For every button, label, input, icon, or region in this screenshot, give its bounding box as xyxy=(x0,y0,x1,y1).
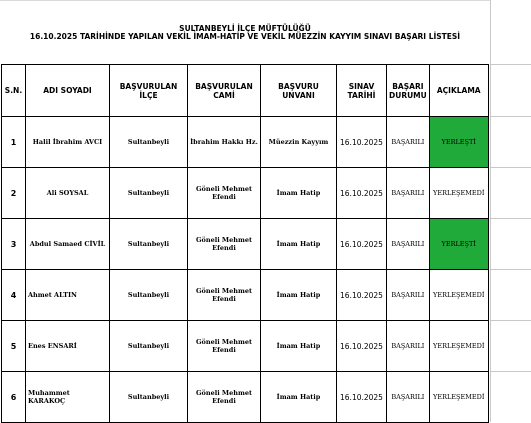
results-table xyxy=(1,64,489,423)
cell-district[interactable]: Sultanbeyli xyxy=(110,219,188,270)
cell-name[interactable]: Ahmet ALTIN xyxy=(26,270,110,321)
table-row xyxy=(2,372,489,423)
sheet-row-gridline xyxy=(490,64,531,65)
table-row xyxy=(2,321,489,372)
cell-mosque[interactable]: Göneli Mehmet Efendi xyxy=(188,270,261,321)
cell-status[interactable]: BAŞARILI xyxy=(387,321,430,372)
cell-note[interactable]: YERLEŞEMEDİ xyxy=(429,168,488,219)
cell-mosque[interactable]: Göneli Mehmet Efendi xyxy=(188,372,261,423)
cell-district[interactable]: Sultanbeyli xyxy=(110,372,188,423)
cell-note[interactable]: YERLEŞEMEDİ xyxy=(429,372,488,423)
cell-mosque[interactable]: Göneli Mehmet Efendi xyxy=(188,168,261,219)
cell-name[interactable]: Halil İbrahim AVCI xyxy=(26,117,110,168)
cell-sn[interactable]: 1 xyxy=(2,117,26,168)
cell-district[interactable]: Sultanbeyli xyxy=(110,168,188,219)
cell-title[interactable]: İmam Hatip xyxy=(261,372,337,423)
cell-date[interactable]: 16.10.2025 xyxy=(337,321,387,372)
cell-sn[interactable]: 2 xyxy=(2,168,26,219)
cell-name[interactable]: Ali SOYSAL xyxy=(26,168,110,219)
document-subtitle: 16.10.2025 TARİHİNDE YAPILAN VEKİL İMAM-HATİP VE VEKİL MÜEZZİN KAYYIM SINAVI BAŞARI LİSTESİ xyxy=(29,32,461,41)
sheet-row-gridline xyxy=(490,320,531,321)
cell-title[interactable]: İmam Hatip xyxy=(261,168,337,219)
sheet-row-gridline xyxy=(490,218,531,219)
cell-district[interactable]: Sultanbeyli xyxy=(110,270,188,321)
col-header-status[interactable]: BAŞARI DURUMU xyxy=(387,65,430,117)
cell-date[interactable]: 16.10.2025 xyxy=(337,219,387,270)
table-row xyxy=(2,219,489,270)
cell-title[interactable]: Müezzin Kayyım xyxy=(261,117,337,168)
cell-date[interactable]: 16.10.2025 xyxy=(337,117,387,168)
cell-sn[interactable]: 6 xyxy=(2,372,26,423)
cell-status[interactable]: BAŞARILI xyxy=(387,219,430,270)
cell-date[interactable]: 16.10.2025 xyxy=(337,270,387,321)
cell-title[interactable]: İmam Hatip xyxy=(261,270,337,321)
document-title: SULTANBEYLİ İLÇE MÜFTÜLÜĞÜ xyxy=(179,24,311,33)
cell-name[interactable]: Muhammet KARAKOÇ xyxy=(26,372,110,423)
cell-date[interactable]: 16.10.2025 xyxy=(337,168,387,219)
table-row xyxy=(2,270,489,321)
sheet-row-gridline xyxy=(490,269,531,270)
col-header-mosque[interactable]: BAŞVURULAN CAMİ xyxy=(188,65,261,117)
cell-note[interactable]: YERLEŞEMEDİ xyxy=(429,321,488,372)
cell-title[interactable]: İmam Hatip xyxy=(261,321,337,372)
table-row xyxy=(2,117,489,168)
sheet-top-gridline xyxy=(0,0,490,1)
col-header-district[interactable]: BAŞVURULAN İLÇE xyxy=(110,65,188,117)
sheet-row-gridline xyxy=(490,167,531,168)
col-header-date[interactable]: SINAV TARİHİ xyxy=(337,65,387,117)
cell-name[interactable]: Abdul Samaed CİVİL xyxy=(26,219,110,270)
cell-mosque[interactable]: Göneli Mehmet Efendi xyxy=(188,219,261,270)
table-row xyxy=(2,168,489,219)
cell-sn[interactable]: 5 xyxy=(2,321,26,372)
cell-status[interactable]: BAŞARILI xyxy=(387,372,430,423)
cell-note[interactable]: YERLEŞTİ xyxy=(429,117,488,168)
col-header-name[interactable]: ADI SOYADI xyxy=(26,65,110,117)
col-header-title[interactable]: BAŞVURU UNVANI xyxy=(261,65,337,117)
cell-mosque[interactable]: İbrahim Hakkı Hz. xyxy=(188,117,261,168)
sheet-row-gridline xyxy=(490,116,531,117)
cell-note[interactable]: YERLEŞEMEDİ xyxy=(429,270,488,321)
cell-mosque[interactable]: Göneli Mehmet Efendi xyxy=(188,321,261,372)
col-header-sn[interactable]: S.N. xyxy=(2,65,26,117)
col-header-note[interactable]: AÇIKLAMA xyxy=(429,65,488,117)
cell-status[interactable]: BAŞARILI xyxy=(387,270,430,321)
cell-district[interactable]: Sultanbeyli xyxy=(110,117,188,168)
cell-title[interactable]: İmam Hatip xyxy=(261,219,337,270)
cell-district[interactable]: Sultanbeyli xyxy=(110,321,188,372)
cell-sn[interactable]: 4 xyxy=(2,270,26,321)
cell-name[interactable]: Enes ENSARİ xyxy=(26,321,110,372)
sheet-row-gridline xyxy=(490,371,531,372)
table-header-row xyxy=(2,65,489,117)
cell-status[interactable]: BAŞARILI xyxy=(387,168,430,219)
cell-date[interactable]: 16.10.2025 xyxy=(337,372,387,423)
cell-sn[interactable]: 3 xyxy=(2,219,26,270)
cell-note[interactable]: YERLEŞTİ xyxy=(429,219,488,270)
cell-status[interactable]: BAŞARILI xyxy=(387,117,430,168)
